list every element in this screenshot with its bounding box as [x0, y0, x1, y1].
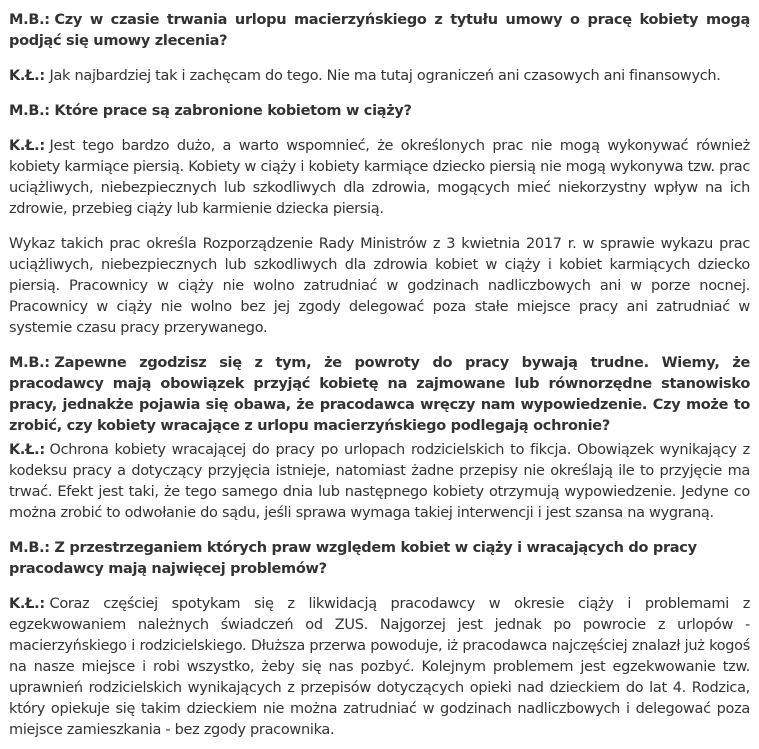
interview-answer	[9, 440, 750, 524]
speaker-label: M.B.:	[9, 103, 50, 119]
interview-answer	[9, 136, 750, 220]
paragraph-text: Jak najbardziej tak i zachęcam do tego. Nie ma tutaj ograniczeń ani czasowych ani finansowych.	[49, 68, 721, 84]
speaker-label: M.B.:	[9, 540, 50, 556]
interview-question	[9, 538, 750, 580]
speaker-label: M.B.:	[9, 12, 50, 28]
paragraph-text: Coraz częściej spotykam się z likwidacją pracodawcy w okresie ciąży i problemami z egzekwowaniem należnych świadczeń od ZUS. Najgorzej jest jednak po powrocie z urlopów - macierzyńskiego i rodzicielskiego. Dłuższa przerwa powoduje, iż pracodawca najczęściej znalazł już kogoś na nasze miejsce i robi wszystko, żeby się nas pozbyć. Kolejnym problemem jest egzekwowanie tzw. uprawnień rodzicielskich wynikających z przepisów dotyczących opieki nad dzieckiem do lat 4. Rodzica, który opiekuje się takim dzieckiem nie można zatrudniać w godzinach nadliczbowych i delegować poza miejsce zamieszkania - bez zgody pracownika.	[9, 596, 750, 738]
paragraph-text: Zapewne zgodzisz się z tym, że powroty do pracy bywają trudne. Wiemy, że pracodawcy mają obowiązek przyjąć kobietę na zajmowane lub równorzędne stanowisko pracy, jednakże pojawia się obawa, że pracodawca wręczy nam wypowiedzenie. Czy może to zrobić, czy kobiety wracające z urlopu macierzyńskiego podlegają ochronie?	[9, 355, 750, 434]
speaker-label: K.Ł.:	[9, 68, 45, 84]
interview-answer	[9, 66, 750, 87]
interview-question	[9, 353, 750, 437]
speaker-label: M.B.:	[9, 355, 50, 371]
paragraph-text: Czy w czasie trwania urlopu macierzyńskiego z tytułu umowy o pracę kobiety mogą podjąć się umowy zlecenia?	[9, 12, 750, 49]
speaker-label: K.Ł.:	[9, 442, 45, 458]
speaker-label: K.Ł.:	[9, 138, 45, 154]
paragraph-text: Wykaz takich prac określa Rozporządzenie Rady Ministrów z 3 kwietnia 2017 r. w sprawie wykazu prac uciążliwych, niebezpiecznych lub szkodliwych dla zdrowia kobiet w ciąży i kobiet karmiących dziecko piersią. Pracownicy w ciąży nie wolno zatrudniać w godzinach nadliczbowych ani w porze nocnej. Pracownicy w ciąży nie wolno bez jej zgody delegować poza stałe miejsce pracy ani zatrudniać w systemie czasu pracy przerywanego.	[9, 236, 750, 336]
interview-document	[9, 10, 750, 741]
paragraph-text: Ochrona kobiety wracającej do pracy po urlopach rodzicielskich to fikcja. Obowiązek wynikający z kodeksu pracy a dotyczący przyjęcia istnieje, natomiast żadne przepisy nie określają ile to przyjęcie ma trwać. Efekt jest taki, że tego samego dnia lub następnego kobiety otrzymują wypowiedzenie. Jedyne co można zrobić to odwołanie do sądu, jeśli sprawa wymaga takiej interwencji i jest szansa na wygraną.	[9, 442, 750, 521]
speaker-label: K.Ł.:	[9, 596, 45, 612]
paragraph-text: Które prace są zabronione kobietom w ciąży?	[54, 103, 412, 119]
interview-question	[9, 101, 750, 122]
interview-answer	[9, 594, 750, 741]
paragraph-text: Jest tego bardzo dużo, a warto wspomnieć, że określonych prac nie mogą wykonywać również kobiety karmiące piersią. Kobiety w ciąży i kobiety karmiące dziecko piersią nie mogą wykonywa tzw. prac uciążliwych, niebezpiecznych lub szkodliwych dla zdrowia, mogących mieć niekorzystny wpływ na ich zdrowie, przebieg ciąży lub karmienie dziecka piersią.	[9, 138, 750, 217]
interview-answer-continuation	[9, 234, 750, 339]
interview-question	[9, 10, 750, 52]
paragraph-text: Z przestrzeganiem których praw względem kobiet w ciąży i wracających do pracy pracodawcy mają najwięcej problemów?	[9, 540, 697, 577]
